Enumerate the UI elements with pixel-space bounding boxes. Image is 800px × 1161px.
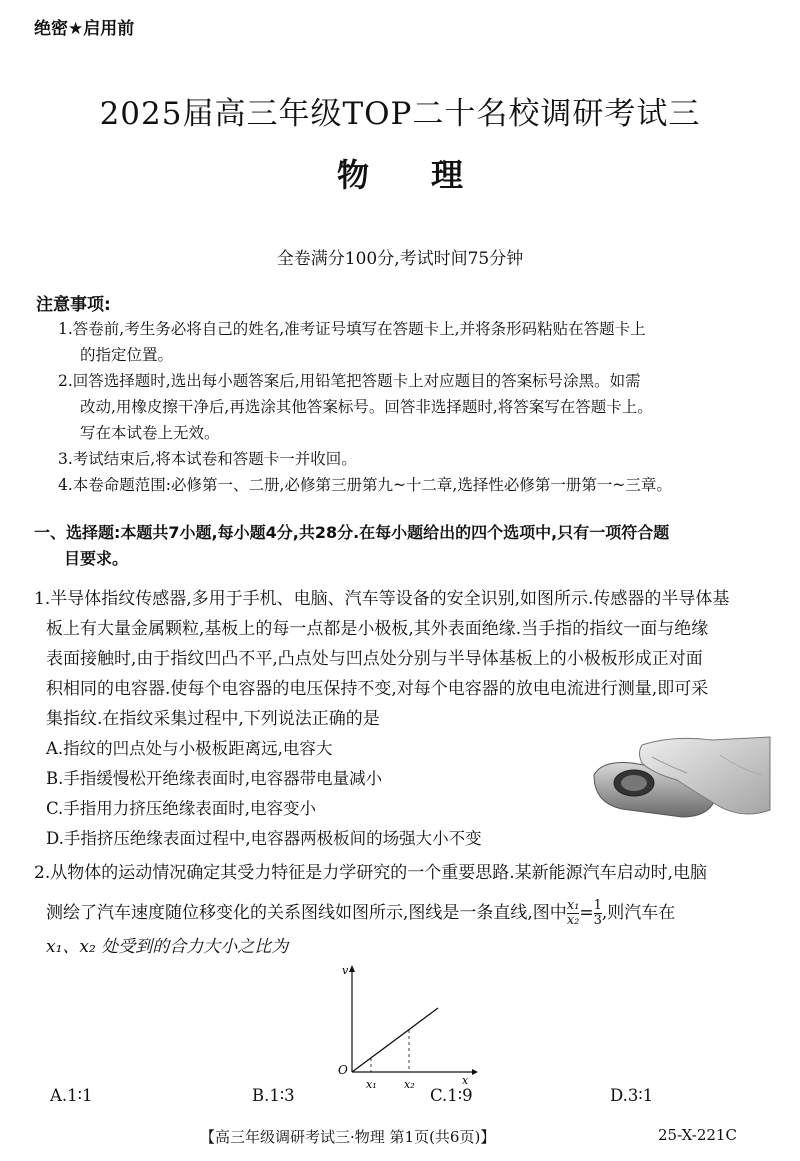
q2-line-1: 2.从物体的运动情况确定其受力特征是力学研究的一个重要思路.某新能源汽车启动时,电脑 [34,863,708,883]
q2-option-d: D.3∶1 [610,1086,654,1105]
q2-option-c: C.1∶9 [430,1086,473,1105]
q2-option-b: B.1∶3 [252,1086,295,1105]
q2-line-2-post: ,则汽车在 [601,903,676,923]
exam-title: 2025届高三年级TOP二十名校调研考试三 [99,96,701,132]
q1-line-2: 板上有大量金属颗粒,基板上的每一点都是小极板,其外表面绝缘.当手指的指纹一面与绝缘 [46,619,709,639]
notice-item-2-line: 2.回答选择题时,选出每小题答案后,用铅笔把答题卡上对应题目的答案标号涂黑。如需 [58,372,641,390]
x-axis-arrow [472,1069,478,1075]
x1-label: x₁ [366,1078,377,1091]
q2-line-2-pre: 测绘了汽车速度随位移变化的关系图线如图所示,图线是一条直线,图中 [46,903,567,923]
x-label: x [462,1074,469,1087]
q1-line-3: 表面接触时,由于指纹凹凸不平,凸点处与凹点处分别与半导体基板上的小极板形成正对面 [46,649,703,669]
notice-item-1 [58,316,773,368]
exam-info: 全卷满分100分,考试时间75分钟 [276,249,524,269]
x2-label: x₂ [404,1078,415,1091]
question-2 [34,858,776,962]
subject-title: 物理 [336,156,525,194]
notice-item-3: 3.考试结束后,将本试卷和答题卡一并收回。 [58,450,357,468]
ratio-one-third: $\frac{1}{3}$ [593,898,602,928]
q1-line-1: 1.半导体指纹传感器,多用于手机、电脑、汽车等设备的安全识别,如图所示.传感器的半导体基 [34,589,730,609]
notice-item-2-cont1: 改动,用橡皮擦干净后,再选涂其他答案标号。回答非选择题时,将答案写在答题卡上。 [80,398,653,416]
origin-label: O [338,1063,348,1077]
paper-code: 25-X-221C [658,1126,737,1144]
q1-option-c: C.手指用力挤压绝缘表面时,电容变小 [46,799,317,818]
q2-option-a: A.1∶1 [50,1086,93,1105]
section-heading-line1: 一、选择题:本题共7小题,每小题4分,共28分.在每小题给出的四个选项中,只有一项符合题 [34,523,670,542]
v-x-line [352,1008,438,1072]
notice-item-4: 4.本卷命题范围:必修第一、二册,必修第三册第九~十二章,选择性必修第一册第一~三章。 [58,476,672,494]
fingerprint-sensor-image [592,735,772,830]
q1-line-5: 集指纹.在指纹采集过程中,下列说法正确的是 [46,709,380,729]
section-heading-line2: 目要求。 [64,549,129,568]
v-label: v [342,964,349,977]
ratio-x1-x2: $\frac{\text{x₁}}{\text{x₂}}$ [566,898,580,928]
notice-item-2-cont2: 写在本试卷上无效。 [80,424,220,442]
notice-heading: 注意事项: [36,295,111,315]
notice-item-2 [58,368,773,446]
velocity-displacement-graph [330,960,480,1095]
q1-option-d: D.手指挤压绝缘表面过程中,电容器两极板间的场强大小不变 [46,829,482,848]
q2-line-3: x₁、x₂ 处受到的合力大小之比为 [46,937,289,957]
notice-item-1-cont: 的指定位置。 [80,346,174,364]
confidential-mark: 绝密★启用前 [34,19,135,39]
q1-option-a: A.指纹的凹点处与小极板距离远,电容大 [46,739,333,758]
section-heading [34,520,779,572]
q1-option-b: B.手指缓慢松开绝缘表面时,电容器带电量减小 [46,769,383,788]
y-axis-arrow [349,965,355,972]
q2-line-2: 测绘了汽车速度随位移变化的关系图线如图所示,图线是一条直线,图中 $\frac{\text{x₁}}{\text{x₂}}$ = $\frac{1}{3}$ ,则汽车在 [46,898,676,928]
page-footer: 【高三年级调研考试三·物理 第1页(共6页)】 [200,1128,496,1146]
notice-item-1-line: 1.答卷前,考生务必将自己的姓名,准考证号填写在答题卡上,并将条形码粘贴在答题卡上 [58,320,646,338]
q1-line-4: 积相同的电容器.使每个电容器的电压保持不变,对每个电容器的放电电流进行测量,即可采 [46,679,709,699]
